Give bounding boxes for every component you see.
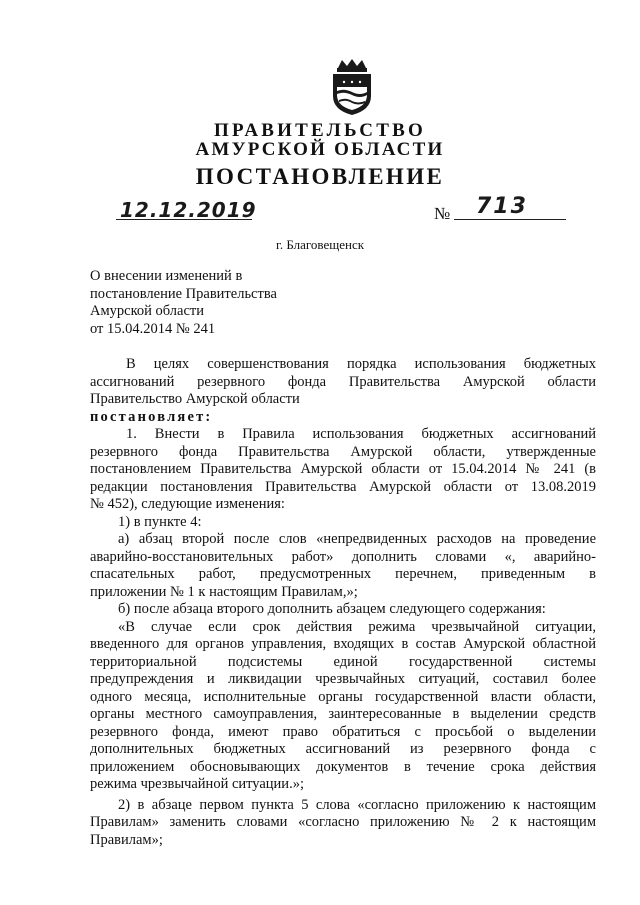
subitem-1a-line: а) абзац второй после слов «непредвиденных расходов на проведение	[118, 531, 596, 547]
subitem-2-line: Правилам»;	[90, 831, 163, 848]
item-1-line: постановлением Правительства Амурской области от 15.04.2014 № 241 (в	[90, 461, 596, 477]
quote-line: резервного фонда, имеют право обратиться с просьбой о выделении	[90, 723, 596, 740]
subitem-2-line: Правилам» заменить словами «согласно приложению № 2 к настоящим	[90, 814, 596, 830]
region-title: АМУРСКОЙ ОБЛАСТИ	[195, 139, 445, 160]
resolves-word: постановляет:	[90, 408, 213, 425]
subject-line: от 15.04.2014 № 241	[90, 320, 216, 337]
city: г. Благовещенск	[275, 237, 365, 252]
subitem-1b: б) после абзаца второго дополнить абзацем следующего содержания:	[118, 601, 546, 617]
document-body	[90, 356, 596, 849]
preamble-line: ассигнований резервного фонда Правительства Амурской области	[90, 373, 596, 390]
quote-line: введенного для органов управления, входящих в состав Амурской областной	[90, 636, 596, 652]
subject-line: Амурской области	[90, 303, 204, 319]
quote-line: предупреждения и ликвидации чрезвычайных ситуаций, составил более	[90, 671, 596, 687]
item-1-line: редакции постановления Правительства Амурской области от 13.08.2019	[90, 478, 596, 495]
item-1-line: 1. Внести в Правила использования бюджетных ассигнований	[126, 426, 596, 442]
date-underline	[116, 219, 252, 220]
quote-line: территориальной подсистемы единой государственной системы	[90, 653, 596, 670]
coat-of-arms-icon	[328, 58, 376, 116]
subitem-1a-line: аварийно-восстановительных работ» дополнить словами «, аварийно-	[90, 548, 596, 565]
subitem-1a-line: приложении № 1 к настоящим Правилам,»;	[90, 583, 358, 600]
preamble-line: В целях совершенствования порядка использования бюджетных	[126, 356, 596, 372]
quote-line: режима чрезвычайной ситуации.»;	[90, 776, 304, 792]
number-label: №	[434, 204, 451, 223]
item-1-line: № 452), следующие изменения:	[90, 496, 285, 512]
document-number: 713	[476, 194, 528, 219]
document-subject	[90, 268, 277, 338]
preamble-line: Правительство Амурской области	[90, 391, 300, 407]
subitem-1a-line: спасательных работ, предусмотренных перечнем, приведенным в	[90, 566, 596, 582]
document-date: 12.12.2019	[120, 198, 257, 222]
number-underline	[454, 219, 566, 220]
subitem-1: 1) в пункте 4:	[118, 513, 202, 530]
subject-line: постановление Правительства	[90, 285, 277, 302]
quote-line: дополнительных бюджетных ассигнований из резервного фонда с	[90, 741, 596, 757]
quote-line: «В случае если срок действия режима чрезвычайной ситуации,	[118, 618, 596, 635]
subitem-2-line: 2) в абзаце первом пункта 5 слова «согласно приложению к настоящим	[118, 796, 596, 813]
quote-line: приложением обосновывающих документов в течение срока действия	[90, 758, 596, 775]
document-type: ПОСТАНОВЛЕНИЕ	[195, 164, 445, 189]
quote-line: одного месяца, исполнительные органы государственной власти области,	[90, 688, 596, 705]
item-1-line: резервного фонда Правительства Амурской области, утвержденные	[90, 443, 596, 460]
subject-line: О внесении изменений в	[90, 268, 243, 284]
quote-line: органы местного самоуправления, заинтересованные в выделении средств	[90, 706, 596, 722]
government-title: ПРАВИТЕЛЬСТВО	[214, 120, 426, 141]
